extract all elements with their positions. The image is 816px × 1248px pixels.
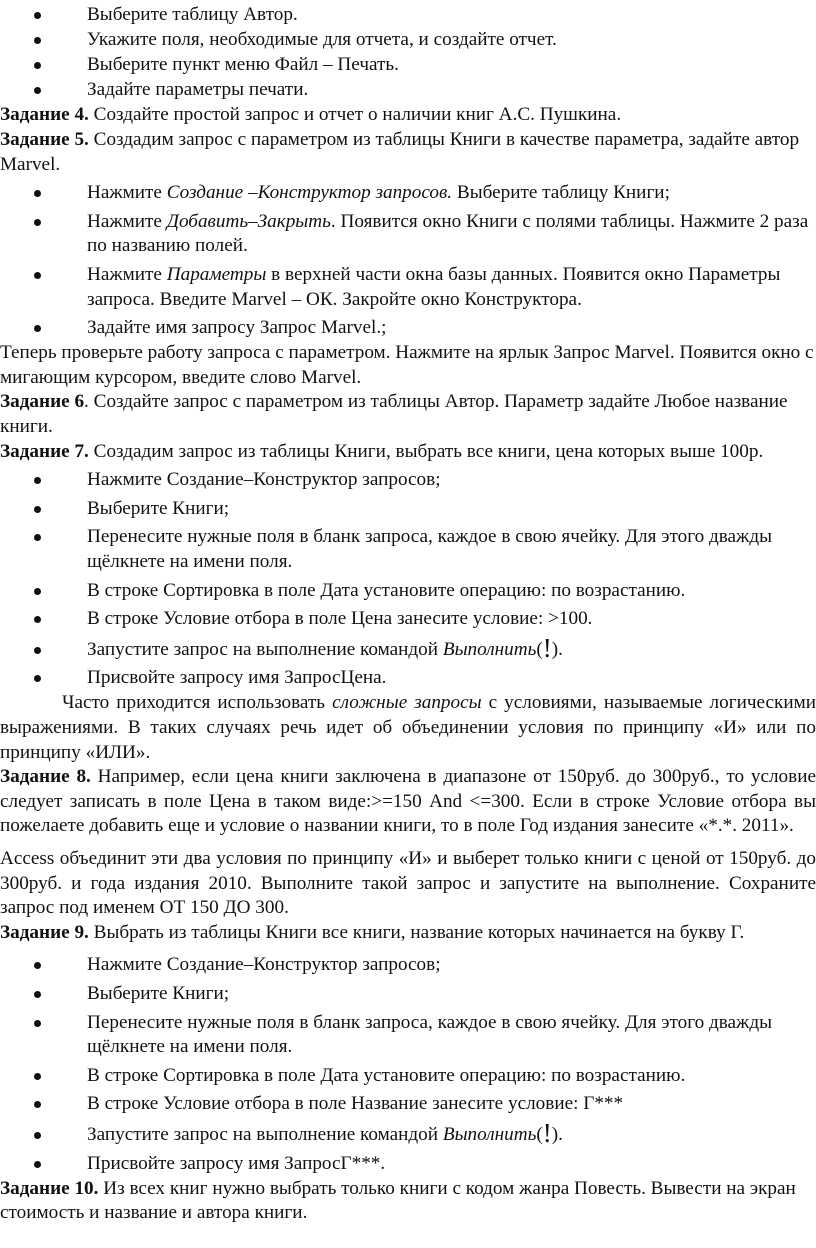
list-item: Присвойте запросу имя ЗапросЦена. xyxy=(0,666,816,691)
task-8: Задание 8. Например, если цена книги заключена в диапазоне от 150руб. до 300руб., то условие следует записать в поле Цена в таком виде:>=150 And <=300. Если в строке Условие отбора вы пожелаете добавить еще и условие о названии книги, то в поле Год издания занесите «*.*. 2011». xyxy=(0,766,816,837)
bullet-icon xyxy=(34,477,41,484)
list-item: Выберите Книги; xyxy=(0,982,816,1007)
list-item: В строке Условие отбора в поле Цена занесите условие: >100. xyxy=(0,607,816,632)
list-item: Нажмите Создание–Конструктор запросов; xyxy=(0,953,816,978)
bullet-list-task9 xyxy=(0,953,816,1176)
task-label: Задание 5. xyxy=(0,128,89,150)
list-item: Запустите запрос на выполнение командой Выполнить(!). xyxy=(0,1123,816,1148)
list-item: Выберите пункт меню Файл – Печать. xyxy=(0,53,816,78)
list-item: Нажмите Создание–Конструктор запросов; xyxy=(0,468,816,493)
bullet-icon xyxy=(34,1073,41,1080)
bullet-list-task5 xyxy=(0,181,816,341)
list-item: Перенесите нужные поля в бланк запроса, каждое в свою ячейку. Для этого дважды щёлкнете на имени поля. xyxy=(0,525,816,574)
task-label: Задание 7. xyxy=(0,440,89,462)
list-item: В строке Сортировка в поле Дата установите операцию: по возрастанию. xyxy=(0,579,816,604)
paragraph-access-and: Access объединит эти два условия по принципу «И» и выберет только книги с ценой от 150руб. до 300руб. и года издания 2010. Выполните такой запрос и запустите на выполнение. Сохраните запрос под именем ОТ 150 ДО 300. xyxy=(0,848,816,919)
list-item: В строке Сортировка в поле Дата установите операцию: по возрастанию. xyxy=(0,1064,816,1089)
list-item: В строке Условие отбора в поле Название занесите условие: Г*** xyxy=(0,1092,816,1117)
list-item: Выберите Книги; xyxy=(0,497,816,522)
task-10: Задание 10. Из всех книг нужно выбрать только книги с кодом жанра Повесть. Вывести на экран стоимость и название и автора книги. xyxy=(0,1177,796,1224)
list-item: Нажмите Создание –Конструктор запросов. Выберите таблицу Книги; xyxy=(0,181,816,206)
bullet-list-task7 xyxy=(0,468,816,691)
paragraph-complex-queries: Часто приходится использовать сложные запросы с условиями, называемые логическими выражениями. В таких случаях речь идет об объединении условия по принципу «И» или по принципу «ИЛИ». xyxy=(0,692,816,763)
bullet-icon xyxy=(34,1161,41,1168)
bullet-icon xyxy=(34,272,41,279)
bullet-icon xyxy=(34,37,41,44)
bullet-icon xyxy=(34,325,41,332)
task-label: Задание 6 xyxy=(0,391,85,413)
bullet-icon xyxy=(34,675,41,682)
bullet-icon xyxy=(34,87,41,94)
list-item: Выберите таблицу Автор. xyxy=(0,3,816,28)
bullet-icon xyxy=(34,219,41,226)
paragraph-marvel-check: Теперь проверьте работу запроса с параметром. Нажмите на ярлык Запрос Marvel. Появится окно с мигающим курсором, введите слово Marvel. xyxy=(0,342,814,388)
bullet-list-report xyxy=(0,3,816,103)
task-6: Задание 6. Создайте запрос с параметром из таблицы Автор. Параметр задайте Любое название книги. xyxy=(0,391,788,437)
list-item: Присвойте запросу имя ЗапросГ***. xyxy=(0,1152,816,1177)
task-label: Задание 4. xyxy=(0,104,89,126)
bullet-icon xyxy=(34,1101,41,1108)
bullet-icon xyxy=(34,1020,41,1027)
list-item: Укажите поля, необходимые для отчета, и создайте отчет. xyxy=(0,28,816,53)
bullet-icon xyxy=(34,190,41,197)
task-7: Задание 7. Создадим запрос из таблицы Книги, выбрать все книги, цена которых выше 100р. xyxy=(0,440,764,462)
list-item: Задайте имя запросу Запрос Marvel.; xyxy=(0,316,816,341)
task-label: Задание 8. xyxy=(0,766,91,788)
task-5: Задание 5. Создадим запрос с параметром из таблицы Книги в качестве параметра, задайте автор Marvel. xyxy=(0,128,800,175)
run-command-icon: ! xyxy=(542,632,552,663)
list-item: Нажмите Добавить–Закрыть. Появится окно Книги с полями таблицы. Нажмите 2 раза по названию полей. xyxy=(0,210,816,259)
list-item: Перенесите нужные поля в бланк запроса, каждое в свою ячейку. Для этого дважды щёлкнете на имени поля. xyxy=(0,1011,816,1060)
task-label: Задание 9. xyxy=(0,921,89,943)
bullet-icon xyxy=(34,506,41,513)
bullet-icon xyxy=(34,647,41,654)
task-9: Задание 9. Выбрать из таблицы Книги все книги, название которых начинается на букву Г. xyxy=(0,921,745,943)
bullet-icon xyxy=(34,991,41,998)
list-item: Запустите запрос на выполнение командой Выполнить(!). xyxy=(0,638,816,663)
bullet-icon xyxy=(34,616,41,623)
bullet-icon xyxy=(34,62,41,69)
list-item: Задайте параметры печати. xyxy=(0,78,816,103)
bullet-icon xyxy=(34,534,41,541)
list-item: Нажмите Параметры в верхней части окна базы данных. Появится окно Параметры запроса. Введите Marvel – ОК. Закройте окно Конструктора. xyxy=(0,263,816,312)
bullet-icon xyxy=(34,12,41,19)
bullet-icon xyxy=(34,1132,41,1139)
bullet-icon xyxy=(34,962,41,969)
task-4: Задание 4. Создайте простой запрос и отчет о наличии книг А.С. Пушкина. xyxy=(0,104,622,126)
bullet-icon xyxy=(34,588,41,595)
run-command-icon: ! xyxy=(542,1117,552,1148)
task-label: Задание 10. xyxy=(0,1177,99,1199)
